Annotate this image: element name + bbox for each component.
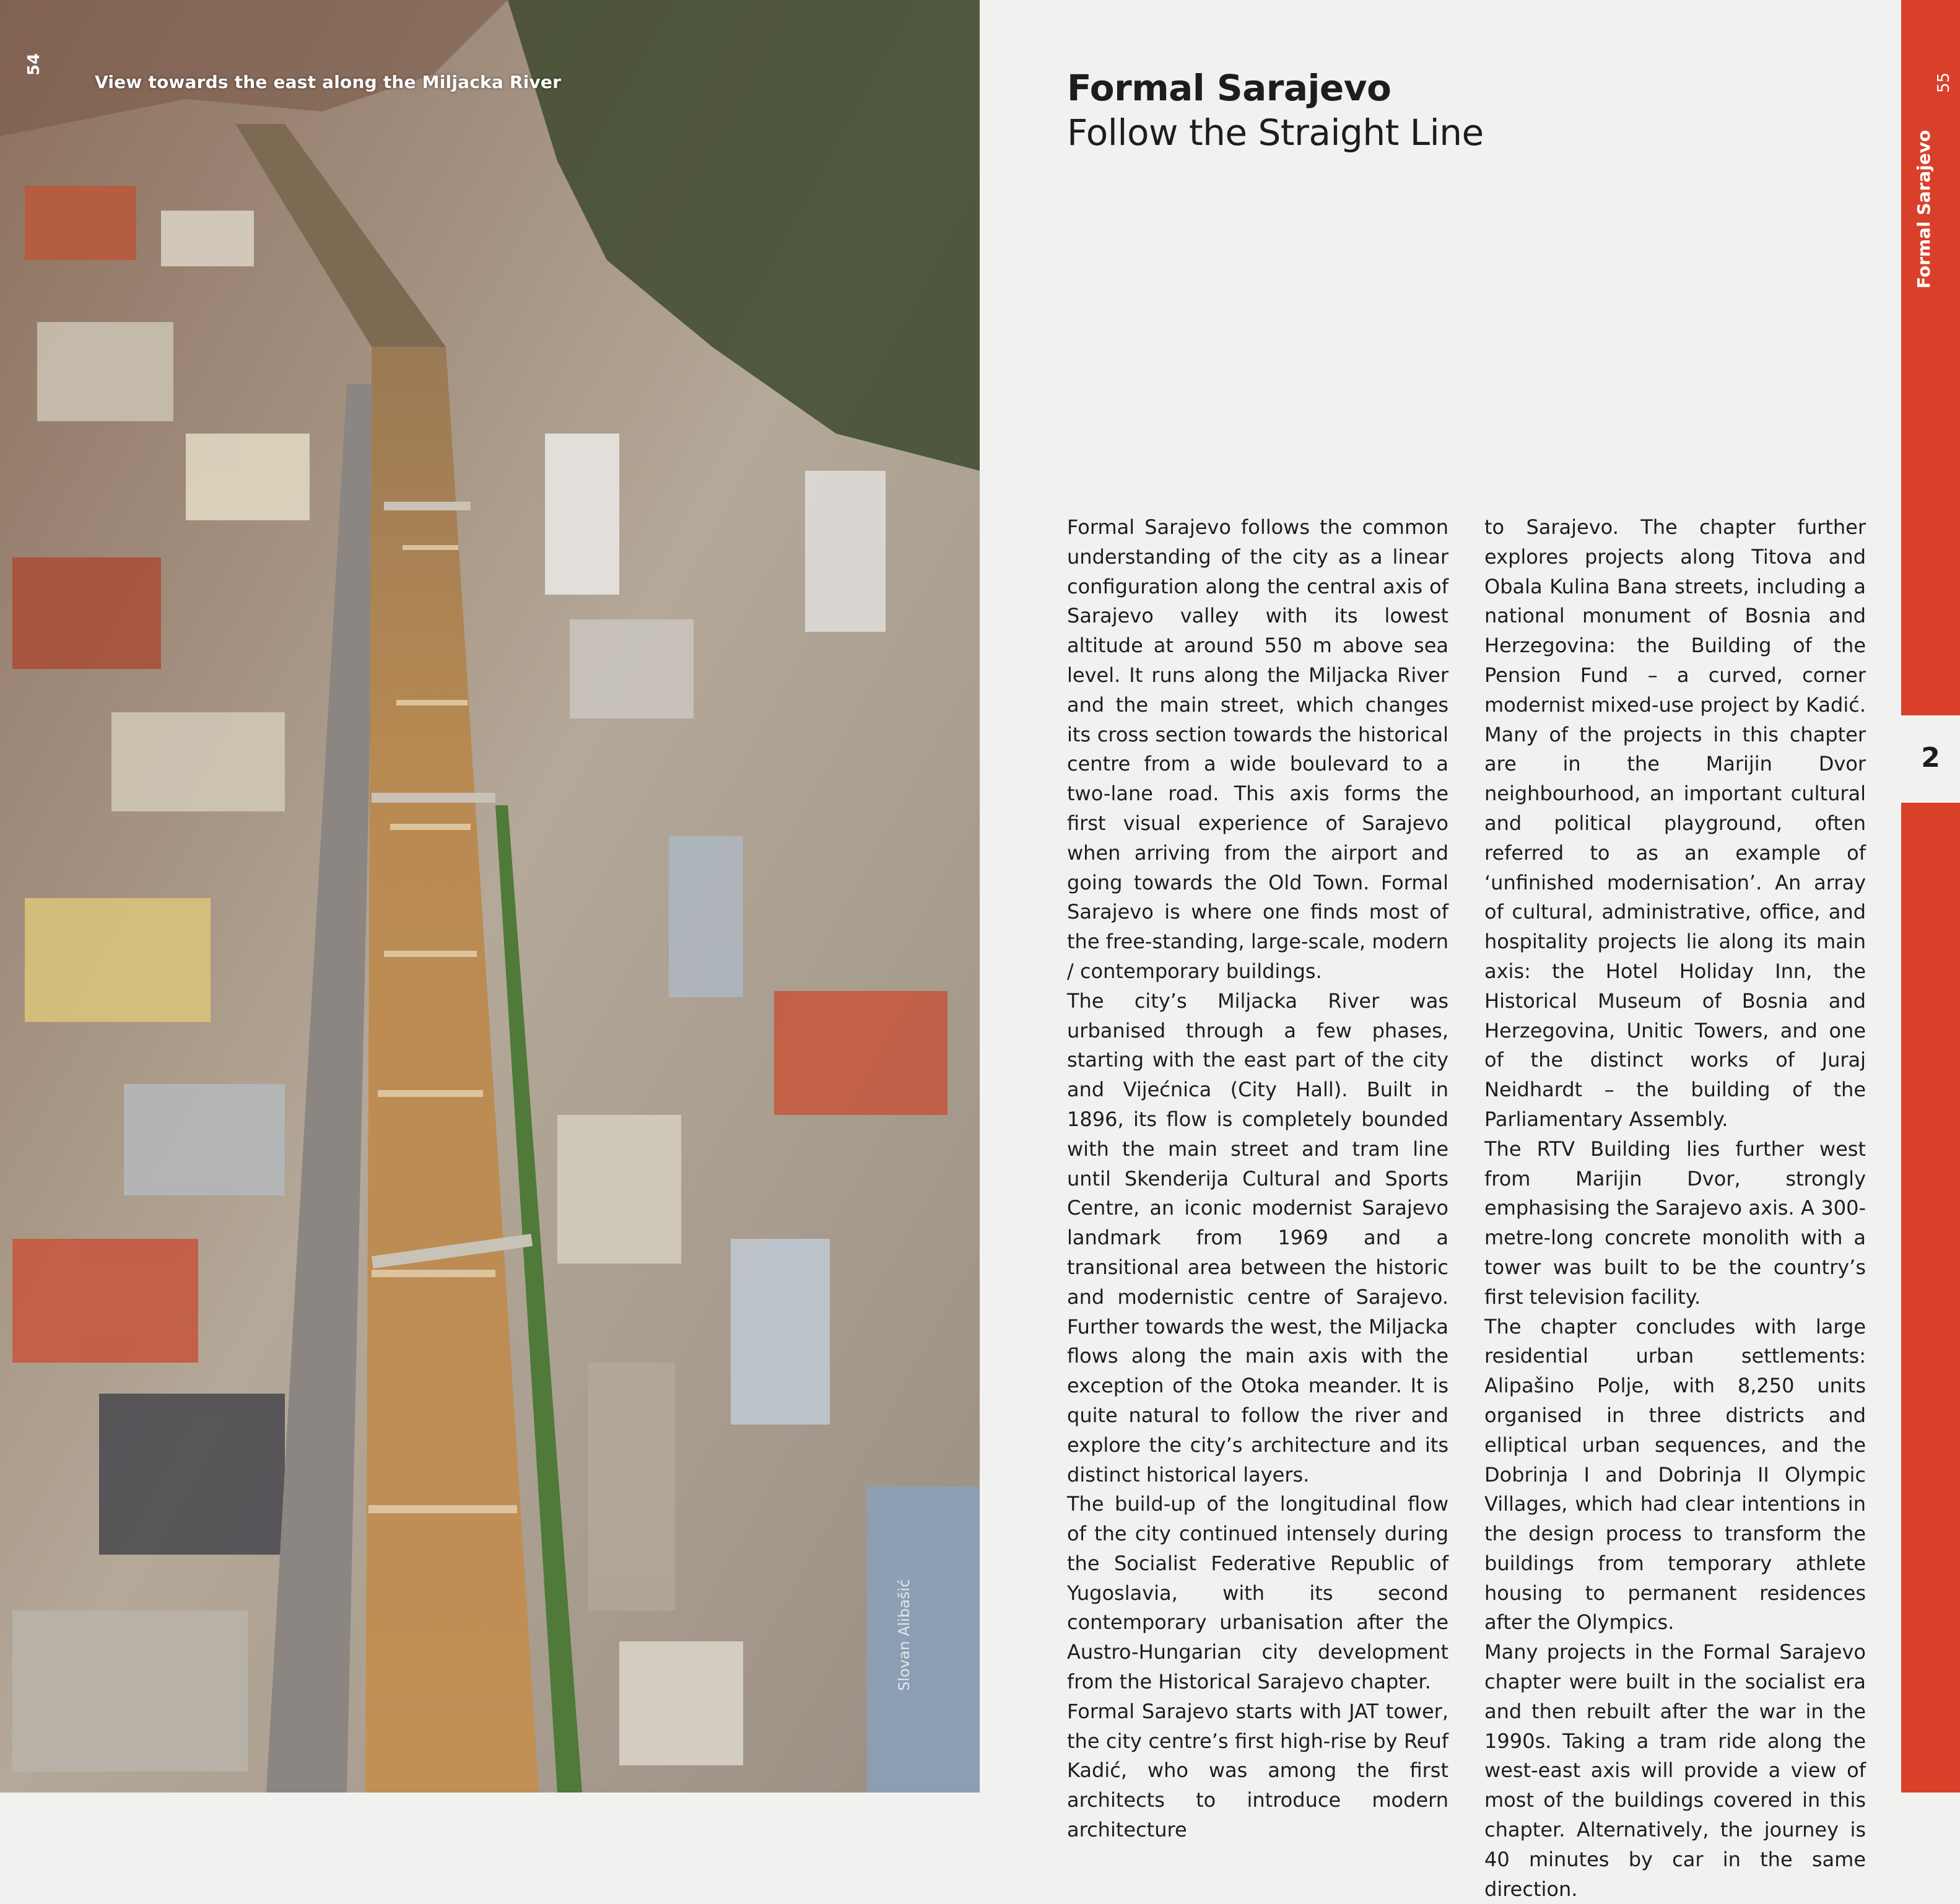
paragraph: The chapter concludes with large residential urban settlements: Alipašino Polje, with 8,250 units organised in three districts and elliptical urban sequences, and the Dobrinja I and Dobrinja II Olympic Villages, which had clear intentions in the design process to transform the buildings from temporary athlete housing to permanent residences after the Olympics.: [1484, 1314, 1866, 1635]
photo-credit: Slovan Alibašić: [895, 1579, 913, 1691]
chapter-tab-label: Formal Sarajevo: [1914, 129, 1934, 289]
text-column-left: [1067, 513, 1448, 1845]
paragraph: Formal Sarajevo starts with JAT tower, the city centre’s first high-rise by Reuf Kadić, who was among the first architects to introduce modern architecture: [1067, 1699, 1448, 1842]
paragraph: Many projects in the Formal Sarajevo chapter were built in the socialist era and then rebuilt after the war in the 1990s. Taking a tram ride along the west-east axis will provide a view of most of the buildings covered in this chapter. Alternatively, the journey is 40 minutes by car in the same direction.: [1484, 1640, 1866, 1901]
text-column-right: [1484, 513, 1866, 1904]
paragraph: The city’s Miljacka River was urbanised through a few phases, starting with the east part of the city and Vijećnica (City Hall). Built in 1896, its flow is completely bounded with the main street and tram line until Skenderija Cultural and Sports Centre, an iconic modernist Sarajevo landmark from 1969 and a transitional area between the historic and modernistic centre of Sarajevo. Further towards the west, the Miljacka flows along the main axis with the exception of the Otoka meander. It is quite natural to follow the river and explore the city’s architecture and its distinct historical layers.: [1067, 989, 1448, 1487]
paragraph: The build-up of the longitudinal flow of the city continued intensely during the Socialist Federative Republic of Yugoslavia, with its second contemporary urbanisation after the Austro-Hungarian city development from the Historical Sarajevo chapter.: [1067, 1492, 1448, 1694]
page-number-left: 54: [25, 53, 43, 76]
chapter-title: Formal Sarajevo: [1067, 67, 1392, 109]
paragraph: to Sarajevo. The chapter further explores projects along Titova and Obala Kulina Bana streets, including a national monument of Bosnia and Herzegovina: the Building of the Pension Fund – a curved, corner modernist mixed-use project by Kadić. Many of the projects in this chapter are in the Marijin Dvor neighbourhood, an important cultural and political playground, often referred to as an example of ‘unfinished modernisation’. An array of cultural, administrative, office, and hospitality projects lie along its main axis: the Hotel Holiday Inn, the Historical Museum of Bosnia and Herzegovina, Unitic Towers, and one of the distinct works of Juraj Neidhardt – the building of the Parliamentary Assembly.: [1484, 515, 1866, 1131]
chapter-subtitle: Follow the Straight Line: [1067, 111, 1484, 154]
aerial-photo-graphic: [0, 0, 980, 1793]
paragraph: The RTV Building lies further west from Marijin Dvor, strongly emphasising the Sarajevo axis. A 300-metre-long concrete monolith with a tower was built to be the country’s first television facility.: [1484, 1137, 1866, 1309]
chapter-number: 2: [1921, 742, 1940, 774]
photo-caption: View towards the east along the Miljacka River: [95, 72, 562, 92]
paragraph: Formal Sarajevo follows the common understanding of the city as a linear configuration along the central axis of Sarajevo valley with its lowest altitude at around 550 m above sea level. It runs along the Miljacka River and the main street, which changes its cross section towards the historical centre from a wide boulevard to a two-lane road. This axis forms the first visual experience of Sarajevo when arriving from the airport and going towards the Old Town. Formal Sarajevo is where one finds most of the free-standing, large-scale, modern / contemporary buildings.: [1067, 515, 1448, 983]
aerial-photo: [0, 0, 980, 1793]
page-number-right: 55: [1935, 72, 1953, 93]
